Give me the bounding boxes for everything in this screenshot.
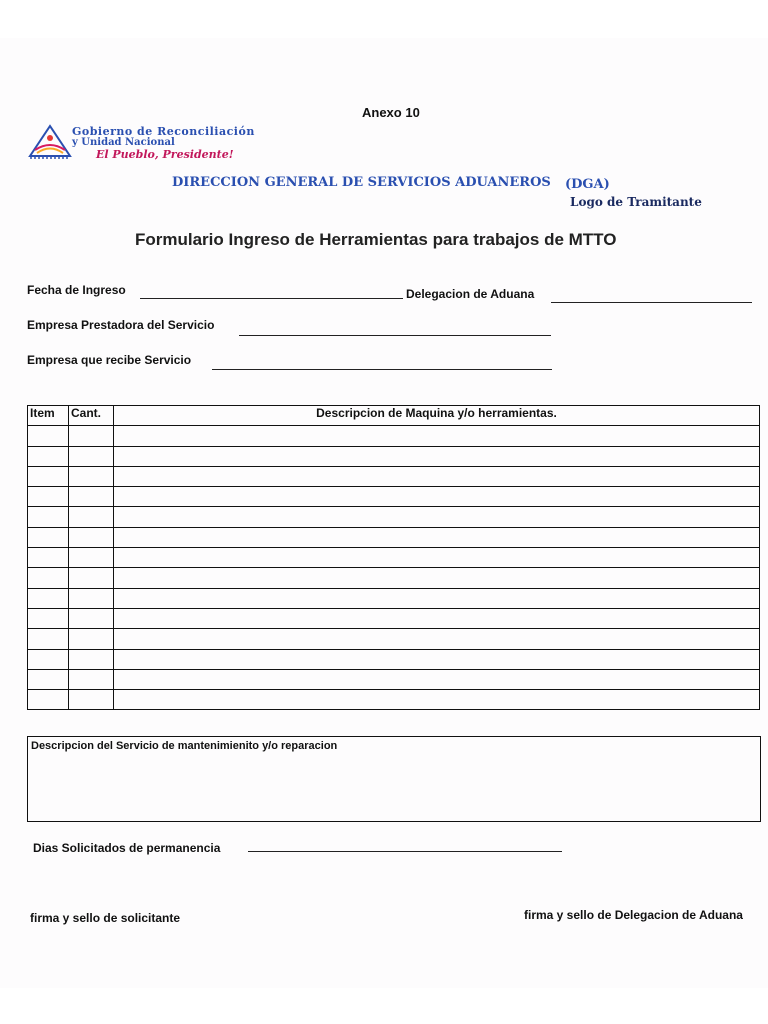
description-cell[interactable] — [114, 527, 760, 547]
description-cell[interactable] — [114, 629, 760, 649]
table-row — [28, 426, 760, 446]
cant-cell[interactable] — [69, 507, 114, 527]
empresa-recibe-field[interactable] — [212, 369, 552, 370]
fecha-ingreso-label: Fecha de Ingreso — [27, 283, 126, 297]
service-description-label: Descripcion del Servicio de mantenimienito y/o reparacion — [31, 740, 338, 752]
table-row — [28, 487, 760, 507]
item-cell[interactable] — [28, 507, 69, 527]
table-row — [28, 466, 760, 486]
cant-cell[interactable] — [69, 446, 114, 466]
annex-label: Anexo 10 — [362, 105, 420, 120]
table-row — [28, 669, 760, 689]
item-cell[interactable] — [28, 629, 69, 649]
item-cell[interactable] — [28, 588, 69, 608]
cant-cell[interactable] — [69, 426, 114, 446]
description-cell[interactable] — [114, 507, 760, 527]
items-table — [27, 405, 760, 710]
table-row — [28, 548, 760, 568]
delegacion-label: Delegacion de Aduana — [406, 287, 535, 301]
item-cell[interactable] — [28, 548, 69, 568]
cant-cell[interactable] — [69, 690, 114, 710]
firma-delegacion-label: firma y sello de Delegacion de Aduana — [524, 908, 743, 922]
description-cell[interactable] — [114, 487, 760, 507]
description-cell[interactable] — [114, 649, 760, 669]
cant-cell[interactable] — [69, 669, 114, 689]
firma-solicitante-label: firma y sello de solicitante — [30, 911, 181, 925]
delegacion-field[interactable] — [551, 302, 752, 303]
item-cell[interactable] — [28, 608, 69, 628]
item-cell[interactable] — [28, 527, 69, 547]
item-cell[interactable] — [28, 466, 69, 486]
description-cell[interactable] — [114, 608, 760, 628]
form-title: Formulario Ingreso de Herramientas para trabajos de MTTO — [135, 230, 617, 249]
dias-solicitados-label: Dias Solicitados de permanencia — [33, 841, 221, 855]
fecha-ingreso-field[interactable] — [140, 298, 403, 299]
item-cell[interactable] — [28, 487, 69, 507]
description-cell[interactable] — [114, 669, 760, 689]
item-column-header: Item — [28, 406, 69, 426]
item-cell[interactable] — [28, 690, 69, 710]
description-cell[interactable] — [114, 568, 760, 588]
cant-column-header: Cant. — [69, 406, 114, 426]
item-cell[interactable] — [28, 568, 69, 588]
table-row — [28, 568, 760, 588]
table-row — [28, 608, 760, 628]
items-table-body — [28, 426, 760, 710]
government-name-line2: y Unidad Nacional — [72, 137, 175, 148]
description-cell[interactable] — [114, 426, 760, 446]
empresa-prestadora-field[interactable] — [239, 335, 551, 336]
table-row — [28, 507, 760, 527]
cant-cell[interactable] — [69, 466, 114, 486]
cant-cell[interactable] — [69, 527, 114, 547]
table-row — [28, 588, 760, 608]
dias-solicitados-field[interactable] — [248, 851, 562, 852]
cant-cell[interactable] — [69, 588, 114, 608]
empresa-recibe-label: Empresa que recibe Servicio — [27, 353, 192, 367]
agency-abbreviation: (DGA) — [565, 177, 610, 192]
table-row — [28, 527, 760, 547]
service-description-box[interactable] — [27, 736, 761, 822]
logo-tramitante-label: Logo de Tramitante — [570, 195, 702, 209]
description-cell[interactable] — [114, 588, 760, 608]
item-cell[interactable] — [28, 446, 69, 466]
item-cell[interactable] — [28, 669, 69, 689]
table-row — [28, 649, 760, 669]
cant-cell[interactable] — [69, 548, 114, 568]
cant-cell[interactable] — [69, 649, 114, 669]
cant-cell[interactable] — [69, 629, 114, 649]
cant-cell[interactable] — [69, 568, 114, 588]
government-name-line1: Gobierno de Reconciliación — [72, 125, 255, 138]
empresa-prestadora-label: Empresa Prestadora del Servicio — [27, 318, 215, 332]
table-header-row — [28, 406, 760, 426]
government-logo — [26, 122, 74, 162]
description-cell[interactable] — [114, 690, 760, 710]
description-cell[interactable] — [114, 466, 760, 486]
agency-name: DIRECCION GENERAL DE SERVICIOS ADUANEROS — [172, 175, 551, 190]
description-cell[interactable] — [114, 446, 760, 466]
cant-cell[interactable] — [69, 487, 114, 507]
description-cell[interactable] — [114, 548, 760, 568]
table-row — [28, 629, 760, 649]
cant-cell[interactable] — [69, 608, 114, 628]
table-row — [28, 690, 760, 710]
slogan: El Pueblo, Presidente! — [96, 148, 234, 161]
item-cell[interactable] — [28, 426, 69, 446]
item-cell[interactable] — [28, 649, 69, 669]
table-row — [28, 446, 760, 466]
description-column-header: Descripcion de Maquina y/o herramientas. — [114, 406, 760, 426]
